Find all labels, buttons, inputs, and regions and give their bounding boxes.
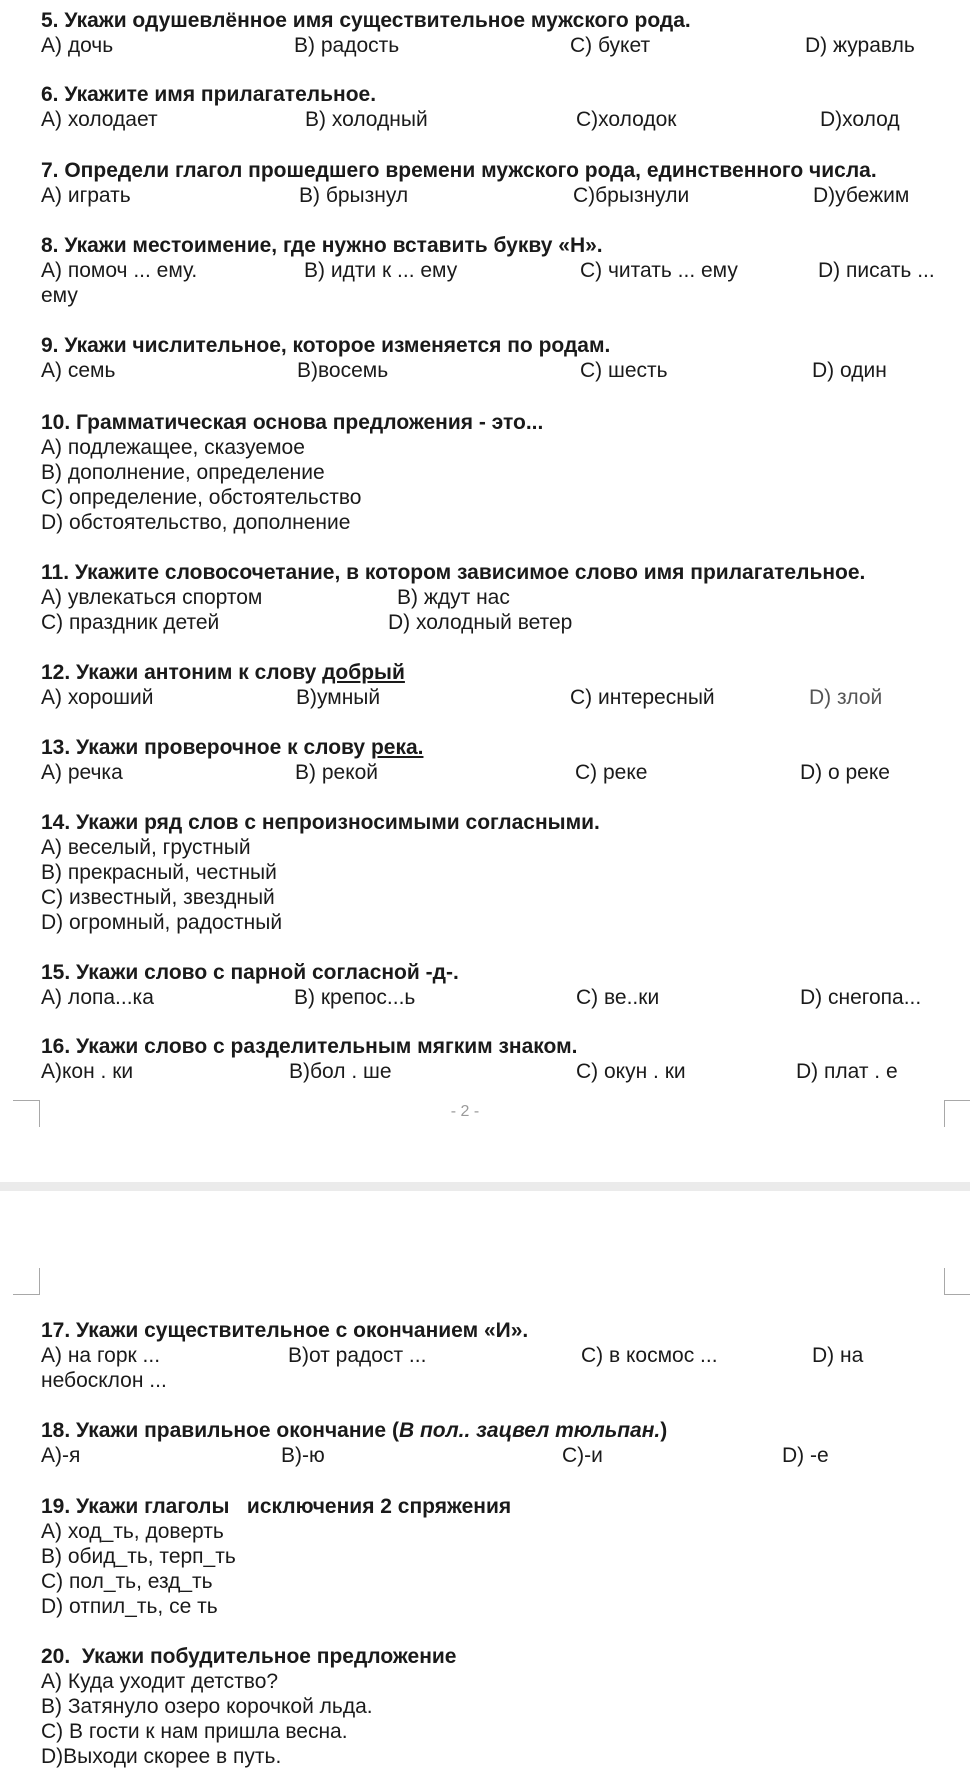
options-row bbox=[41, 183, 910, 208]
page-number: - 2 - bbox=[450, 1103, 480, 1120]
question-title: 7. Определи глагол прошедшего времени мужского рода, единственного числа. bbox=[41, 159, 877, 182]
option-d: D) один bbox=[812, 359, 887, 382]
question-19 bbox=[41, 1494, 511, 1619]
option-a: A) холодает bbox=[41, 108, 158, 131]
option-c: C) ве..ки bbox=[576, 986, 660, 1009]
question-14 bbox=[41, 810, 600, 935]
options-row bbox=[41, 33, 915, 58]
option-a: A) дочь bbox=[41, 34, 114, 57]
options-row bbox=[41, 585, 865, 610]
option-a: A) семь bbox=[41, 359, 116, 382]
question-title: 20. Укажи побудительное предложение bbox=[41, 1645, 457, 1668]
option-d: D) на bbox=[812, 1344, 864, 1367]
question-6 bbox=[41, 82, 900, 132]
options-row bbox=[41, 985, 922, 1010]
question-title: 19. Укажи глаголы исключения 2 спряжения bbox=[41, 1495, 512, 1518]
question-title-text: 13. Укажи проверочное к слову bbox=[41, 736, 371, 759]
option-d: D) плат . е bbox=[796, 1060, 898, 1083]
question-12 bbox=[41, 660, 883, 710]
option-c: C) интересный bbox=[570, 686, 715, 709]
option-b: B) крепос...ь bbox=[294, 986, 416, 1009]
option-a: A) хороший bbox=[41, 686, 154, 709]
key-word: добрый bbox=[322, 661, 405, 684]
page-corner-mark bbox=[944, 1100, 970, 1127]
option-d: D) отпил_ть, се ть bbox=[41, 1595, 218, 1618]
question-title: 14. Укажи ряд слов с непроизносимыми согласными. bbox=[41, 811, 600, 834]
options-row bbox=[41, 358, 887, 383]
option-d: D) злой bbox=[809, 686, 883, 709]
option-b: B)умный bbox=[296, 686, 381, 709]
option-a: A) лопа...ка bbox=[41, 986, 154, 1009]
question-15 bbox=[41, 960, 922, 1010]
option-b: B) Затянуло озеро корочкой льда. bbox=[41, 1695, 373, 1718]
option-b: B) обид_ть, терп_ть bbox=[41, 1545, 236, 1568]
options-row bbox=[41, 610, 865, 635]
question-title: 8. Укажи местоимение, где нужно вставить букву «Н». bbox=[41, 234, 603, 257]
option-a: A) ход_ть, доверть bbox=[41, 1520, 224, 1543]
option-b: B) радость bbox=[294, 34, 400, 57]
option-d: D)убежим bbox=[813, 184, 910, 207]
option-b: B) ждут нас bbox=[397, 586, 510, 609]
option-c: C)-и bbox=[562, 1444, 603, 1467]
option-d: D) холодный ветер bbox=[388, 611, 573, 634]
question-13 bbox=[41, 735, 890, 785]
options-row bbox=[41, 685, 883, 710]
option-c: C) определение, обстоятельство bbox=[41, 486, 362, 509]
question-5 bbox=[41, 8, 915, 58]
question-20 bbox=[41, 1644, 457, 1769]
options-row bbox=[41, 760, 890, 785]
option-c: C) праздник детей bbox=[41, 611, 220, 634]
question-title: 15. Укажи слово с парной согласной -д-. bbox=[41, 961, 459, 984]
options-row bbox=[41, 107, 900, 132]
question-10 bbox=[41, 410, 543, 535]
question-11 bbox=[41, 560, 865, 635]
options-row bbox=[41, 1443, 829, 1468]
question-title: 17. Укажи существительное с окончанием «И». bbox=[41, 1319, 529, 1342]
question-title: 9. Укажи числительное, которое изменяется по родам. bbox=[41, 334, 611, 357]
option-a: A)-я bbox=[41, 1444, 81, 1467]
option-a: A) играть bbox=[41, 184, 131, 207]
option-d: D) -е bbox=[782, 1444, 829, 1467]
option-c: C)брызнули bbox=[573, 184, 690, 207]
question-7 bbox=[41, 158, 910, 208]
option-c: C) реке bbox=[575, 761, 648, 784]
option-d: D)Выходи скорее в путь. bbox=[41, 1745, 282, 1768]
option-c: C)холодок bbox=[576, 108, 677, 131]
question-title bbox=[41, 660, 405, 685]
option-c: C) пол_ть, езд_ть bbox=[41, 1570, 213, 1593]
option-b: B) брызнул bbox=[299, 184, 409, 207]
option-d-continuation: небосклон ... bbox=[41, 1369, 167, 1392]
question-title: 10. Грамматическая основа предложения - это... bbox=[41, 411, 544, 434]
option-b: B)-ю bbox=[281, 1444, 325, 1467]
question-title: 16. Укажи слово с разделительным мягким знаком. bbox=[41, 1035, 578, 1058]
key-word: река. bbox=[370, 736, 424, 759]
example-sentence: В пол.. зацвел тюльпан. bbox=[398, 1419, 661, 1442]
option-d: D)холод bbox=[820, 108, 900, 131]
question-title-suffix: ) bbox=[660, 1419, 668, 1442]
question-title bbox=[41, 735, 423, 760]
option-a: A) Куда уходит детство? bbox=[41, 1670, 279, 1693]
option-c: C) в космос ... bbox=[581, 1344, 718, 1367]
question-16 bbox=[41, 1034, 898, 1084]
page-corner-mark bbox=[944, 1268, 970, 1295]
option-b: B) прекрасный, честный bbox=[41, 861, 277, 884]
option-b: B) дополнение, определение bbox=[41, 461, 325, 484]
option-d: D) обстоятельство, дополнение bbox=[41, 511, 351, 534]
question-18 bbox=[41, 1418, 829, 1468]
option-b: B)восемь bbox=[297, 359, 389, 382]
option-c: C) шесть bbox=[580, 359, 668, 382]
question-title-text: 12. Укажи антоним к слову bbox=[41, 661, 323, 684]
option-b: B)от радост ... bbox=[288, 1344, 427, 1367]
page-separator bbox=[0, 1182, 970, 1191]
option-c: C) букет bbox=[570, 34, 651, 57]
option-b: B) рекой bbox=[295, 761, 379, 784]
option-c: C) читать ... ему bbox=[580, 259, 738, 282]
question-title: 11. Укажите словосочетание, в котором зависимое слово имя прилагательное. bbox=[41, 561, 866, 584]
option-d-continuation: ему bbox=[41, 284, 78, 307]
question-8 bbox=[41, 233, 935, 308]
question-9 bbox=[41, 333, 887, 383]
option-d: D) огромный, радостный bbox=[41, 911, 283, 934]
option-d: D) журавль bbox=[805, 34, 915, 57]
option-d: D) о реке bbox=[800, 761, 890, 784]
question-title bbox=[41, 1418, 667, 1443]
option-d: D) писать ... bbox=[818, 259, 935, 282]
question-17 bbox=[41, 1318, 864, 1393]
option-b: B) идти к ... ему bbox=[304, 259, 458, 282]
options-row bbox=[41, 1059, 898, 1084]
option-c: C) известный, звездный bbox=[41, 886, 275, 909]
option-a: A)кон . ки bbox=[41, 1060, 134, 1083]
option-d: D) снегопа... bbox=[800, 986, 922, 1009]
option-a: A) на горк ... bbox=[41, 1344, 161, 1367]
option-c: C) окун . ки bbox=[576, 1060, 686, 1083]
option-a: A) помоч ... ему. bbox=[41, 259, 198, 282]
option-c: C) В гости к нам пришла весна. bbox=[41, 1720, 348, 1743]
question-title-text: 18. Укажи правильное окончание ( bbox=[41, 1419, 399, 1442]
option-a: A) речка bbox=[41, 761, 123, 784]
option-a: A) подлежащее, сказуемое bbox=[41, 436, 305, 459]
option-b: B) холодный bbox=[305, 108, 428, 131]
question-title: 5. Укажи одушевлённое имя существительное мужского рода. bbox=[41, 9, 691, 32]
option-a: A) увлекаться спортом bbox=[41, 586, 263, 609]
question-title: 6. Укажите имя прилагательное. bbox=[41, 83, 377, 106]
page-corner-mark bbox=[13, 1268, 40, 1295]
options-row bbox=[41, 258, 935, 283]
options-row bbox=[41, 1343, 864, 1368]
option-b: B)бол . ше bbox=[289, 1060, 392, 1083]
option-a: A) веселый, грустный bbox=[41, 836, 251, 859]
